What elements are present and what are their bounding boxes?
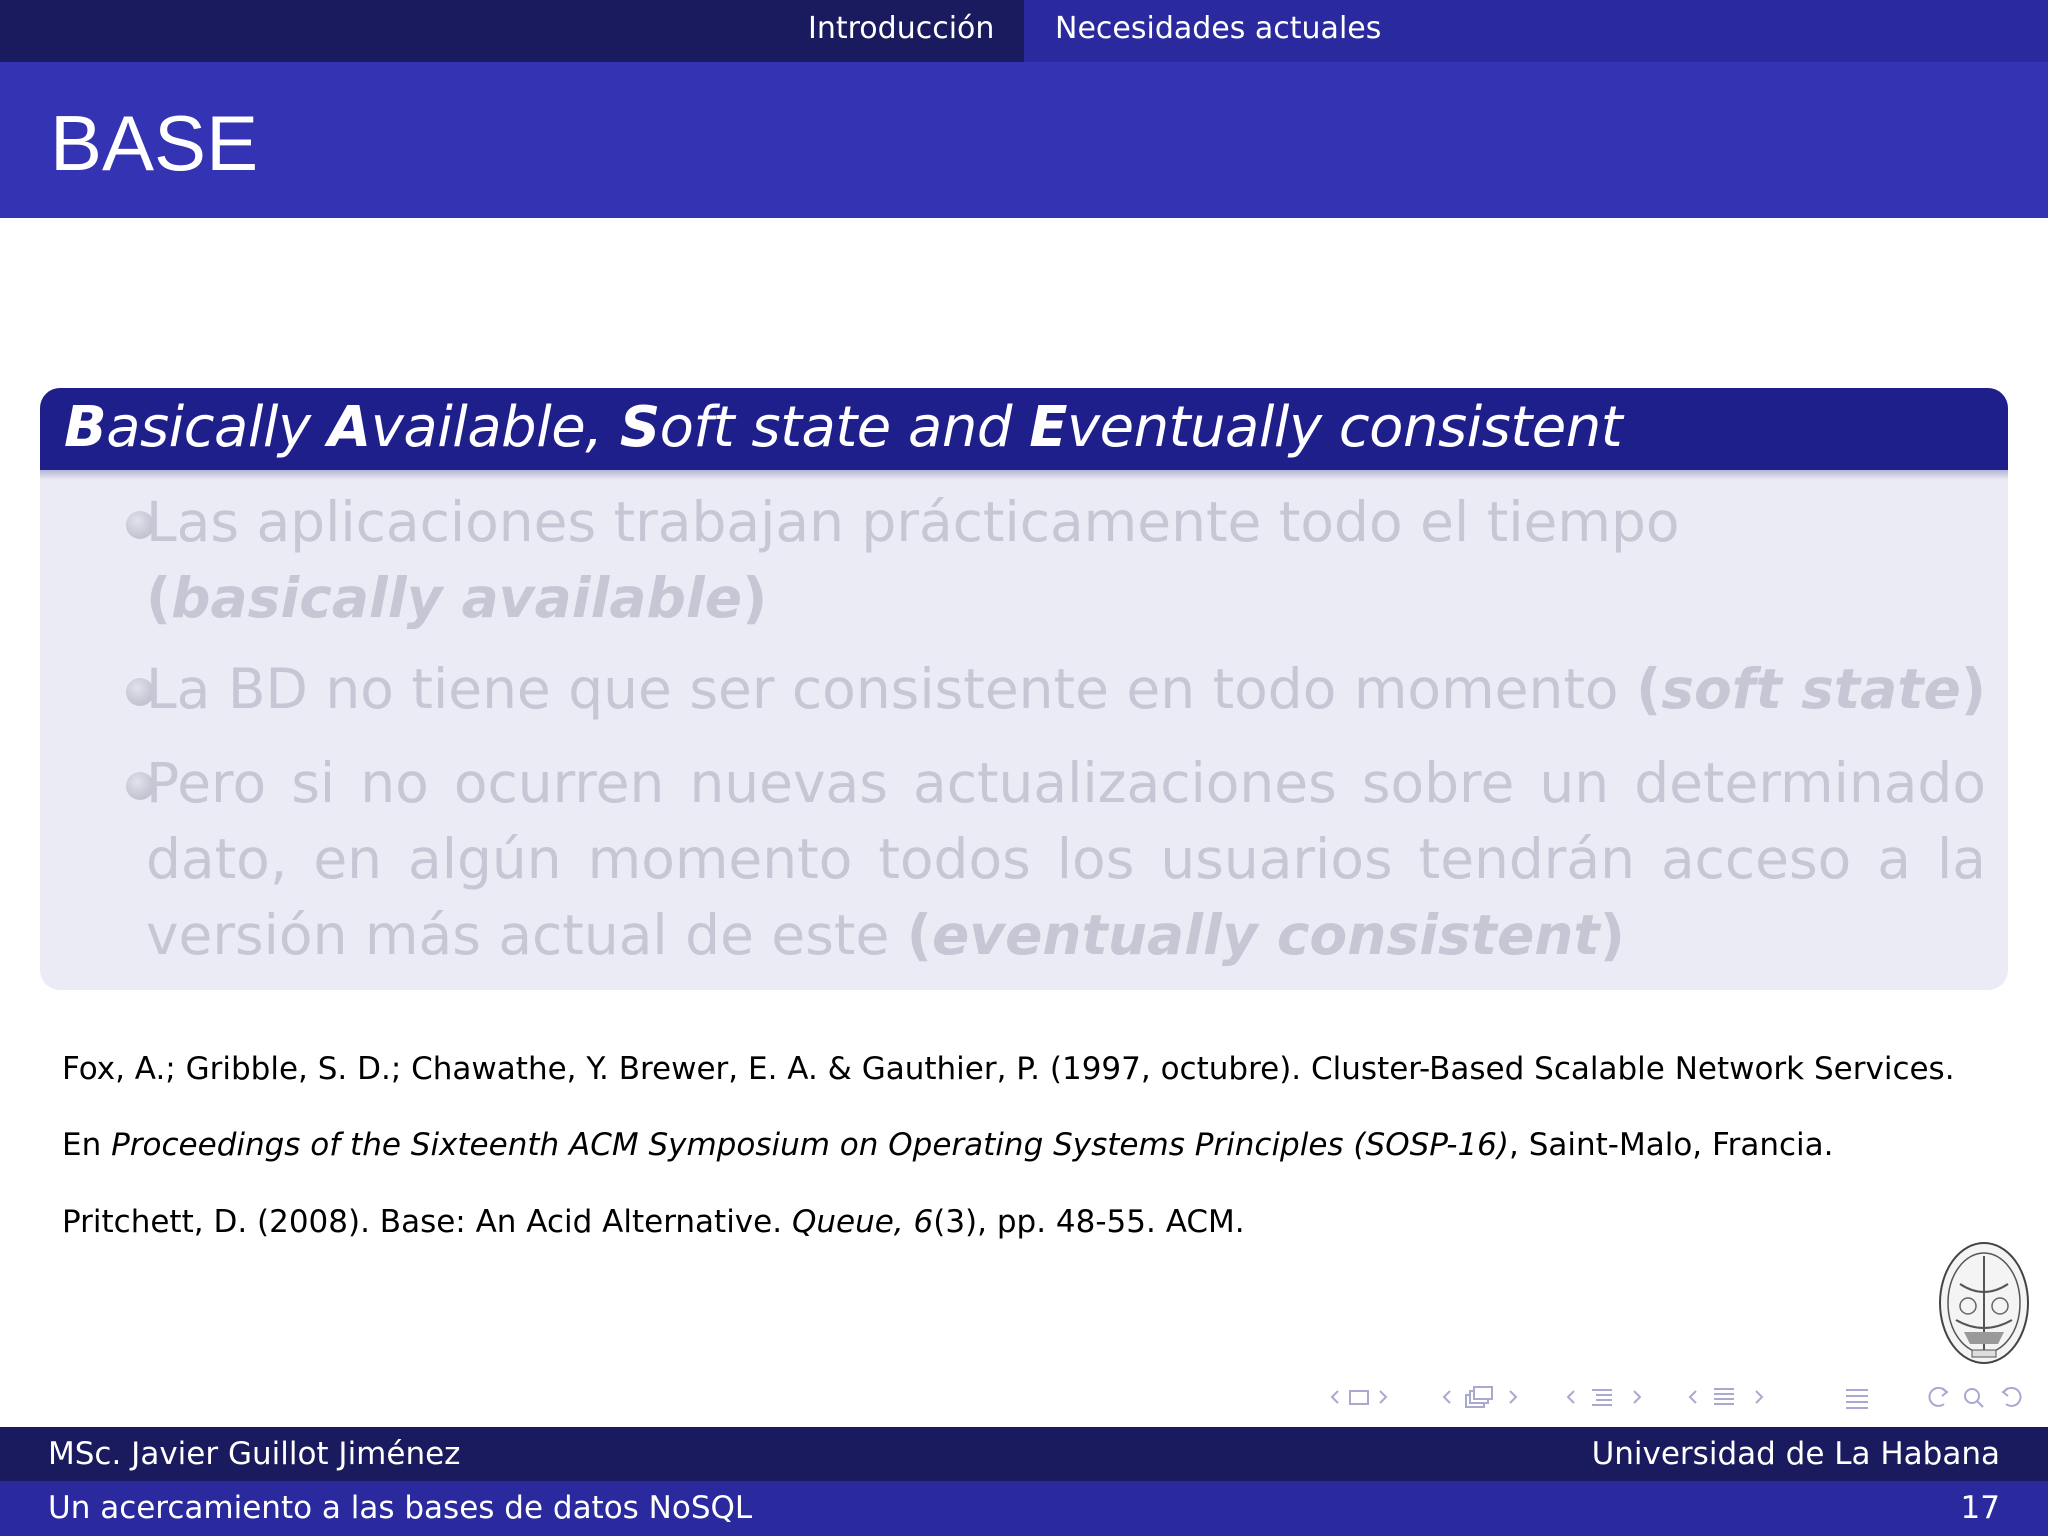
list-item-emphasis: basically available xyxy=(171,566,743,630)
list-item-emphasis: soft state xyxy=(1661,657,1961,721)
block-title-letter-a: A xyxy=(327,395,371,460)
footer-page-number: 17 xyxy=(1960,1490,2000,1526)
footer-talk-title: Un acercamiento a las bases de datos NoSQL xyxy=(48,1490,753,1526)
list-item-paren-open: ( xyxy=(1636,657,1662,721)
list-item-text: Las aplicaciones trabajan prácticamente todo el tiempo xyxy=(146,490,1680,554)
list-item-text: Pero si no ocurren nuevas actualizaciones sobre un determinado dato, en algún momento todos los usuarios tendrán acceso a la versión más actual de este xyxy=(146,751,1986,967)
block-title-letter-s: S xyxy=(619,395,660,460)
list-item-paren-close: ) xyxy=(1599,903,1625,967)
university-seal-icon xyxy=(1938,1240,2030,1366)
footer-bottom-bar xyxy=(0,1481,2048,1536)
block-title-word-basically: asically xyxy=(106,395,328,460)
reference-venue: Queue, 6 xyxy=(791,1204,934,1240)
list-item-text: La BD no tiene que ser consistente en todo momento xyxy=(146,657,1637,721)
nav-search-icon[interactable] xyxy=(1922,1380,2030,1414)
reference-proceedings xyxy=(62,1125,1834,1165)
list-item-paren-close: ) xyxy=(1960,657,1986,721)
reference-text: En xyxy=(62,1127,112,1163)
section-navigation-bar xyxy=(0,0,2048,62)
nav-section-necesidades[interactable]: Necesidades actuales xyxy=(1055,11,1382,46)
nav-section-introduccion[interactable]: Introducción xyxy=(808,11,995,46)
reference-venue: Proceedings of the Sixteenth ACM Symposium on Operating Systems Principles (SOSP-16) xyxy=(111,1127,1509,1163)
footer-institution: Universidad de La Habana xyxy=(1591,1436,2000,1472)
nav-align-icon[interactable] xyxy=(1840,1380,1876,1414)
navigation-symbols xyxy=(1320,1380,2030,1414)
frame-title-bar xyxy=(0,62,2048,218)
list-item-paren-open: ( xyxy=(146,566,172,630)
list-item-emphasis: eventually consistent xyxy=(931,903,1600,967)
nav-presentation-icon[interactable] xyxy=(1686,1380,1776,1414)
block-header xyxy=(40,388,2008,470)
block-title-letter-e: E xyxy=(1029,395,1067,460)
block-title-word-eventually: ventually consistent xyxy=(1066,395,1623,460)
list-item xyxy=(146,745,1986,973)
footer-author: MSc. Javier Guillot Jiménez xyxy=(48,1436,461,1472)
nav-subsection-icon[interactable] xyxy=(1440,1380,1530,1414)
block-title-letter-b: B xyxy=(64,395,107,460)
reference-text: , Saint-Malo, Francia. xyxy=(1509,1127,1834,1163)
nav-frame-icon[interactable] xyxy=(1328,1380,1392,1414)
reference-text: (3), pp. 48-55. ACM. xyxy=(933,1204,1245,1240)
block-title xyxy=(64,396,1622,460)
footer-top-bar xyxy=(0,1427,2048,1481)
nav-section-icon[interactable] xyxy=(1564,1380,1654,1414)
reference-text: Pritchett, D. (2008). Base: An Acid Alternative. xyxy=(62,1204,792,1240)
frame-title: BASE xyxy=(50,99,259,187)
list-item-paren-open: ( xyxy=(906,903,932,967)
list-item-paren-close: ) xyxy=(742,566,768,630)
list-item xyxy=(146,484,1986,636)
reference-fox: Fox, A.; Gribble, S. D.; Chawathe, Y. Brewer, E. A. & Gauthier, P. (1997, octubre). Cluster-Based Scalable Network Services. xyxy=(62,1051,1955,1087)
list-item xyxy=(146,651,1986,727)
block-title-word-soft-state: oft state and xyxy=(659,395,1030,460)
block-title-word-available: vailable, xyxy=(370,395,620,460)
reference-pritchett xyxy=(62,1202,1245,1242)
